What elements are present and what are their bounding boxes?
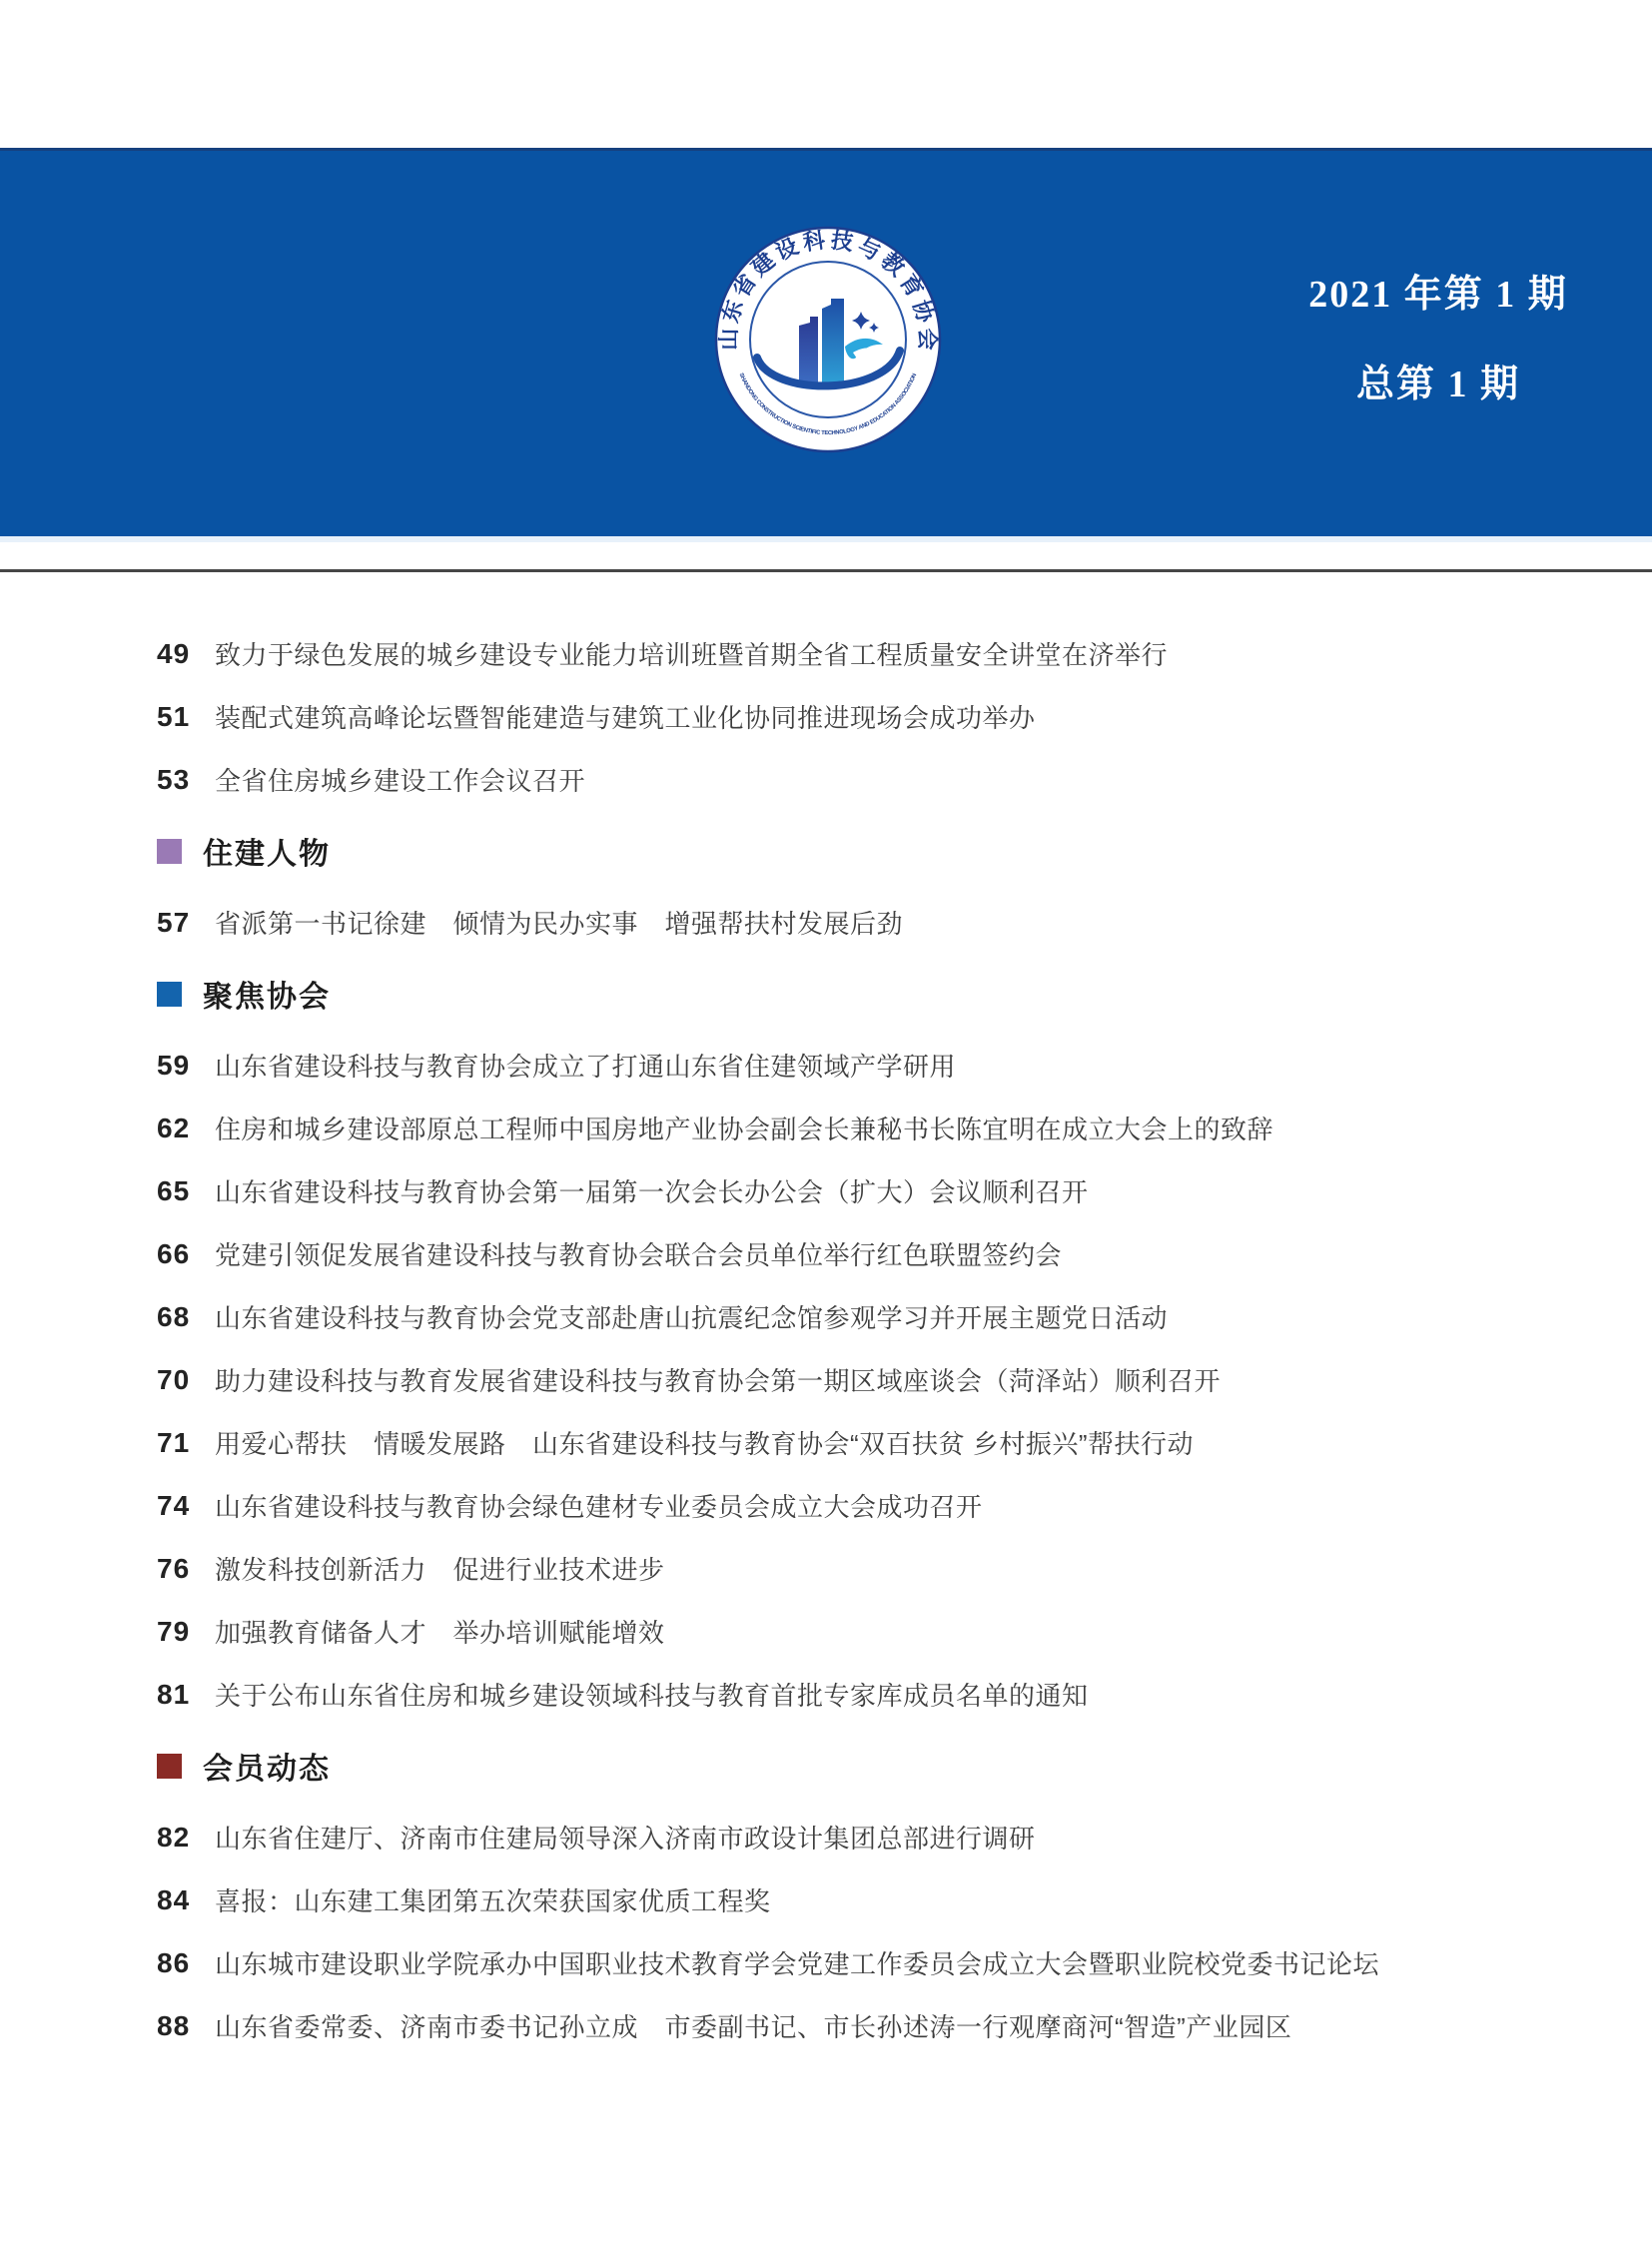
toc-entry	[157, 1285, 1555, 1348]
toc-entry	[157, 748, 1555, 811]
section-marker-square	[157, 1754, 182, 1779]
band-understrip	[0, 536, 1652, 542]
toc-entry-title: 山东省委常委、济南市委书记孙立成 市委副书记、市长孙述涛一行观摩商河“智造”产业园区	[215, 2012, 1292, 2042]
toc-entry	[157, 1034, 1555, 1097]
section-marker-square	[157, 982, 182, 1007]
toc-entry	[157, 1600, 1555, 1663]
toc-entry	[157, 1348, 1555, 1411]
toc-entry-title: 关于公布山东省住房和城乡建设领域科技与教育首批专家库成员名单的通知	[215, 1681, 1089, 1711]
section-header	[157, 821, 1555, 881]
toc-entry-page-number: 74	[157, 1489, 191, 1521]
toc-entry	[157, 622, 1555, 685]
toc-entry-title: 助力建设科技与教育发展省建设科技与教育协会第一期区域座谈会（菏泽站）顺利召开	[215, 1366, 1222, 1396]
section-marker-square	[157, 839, 182, 864]
toc-entry	[157, 685, 1555, 748]
association-logo	[713, 225, 943, 454]
toc-entry-title: 山东省住建厅、济南市住建局领导深入济南市政设计集团总部进行调研	[215, 1824, 1036, 1854]
toc-entry	[157, 1097, 1555, 1159]
toc-entry-title: 致力于绿色发展的城乡建设专业能力培训班暨首期全省工程质量安全讲堂在济举行	[215, 640, 1169, 670]
toc-entry	[157, 1806, 1555, 1868]
toc-entry	[157, 1411, 1555, 1474]
toc-entry-title: 加强教育储备人才 举办培训赋能增效	[215, 1618, 665, 1648]
toc-entry-page-number: 70	[157, 1363, 191, 1395]
issue-number: 2021 年第 1 期	[1308, 274, 1568, 316]
toc-entry-page-number: 68	[157, 1300, 191, 1332]
section-title: 会员动态	[203, 1753, 331, 1786]
toc-entry-title: 住房和城乡建设部原总工程师中国房地产业协会副会长兼秘书长陈宜明在成立大会上的致辞	[215, 1115, 1274, 1144]
toc-entry	[157, 891, 1555, 954]
logo-building-left	[799, 317, 818, 384]
toc-entry	[157, 1474, 1555, 1537]
toc-entry-title: 山东省建设科技与教育协会绿色建材专业委员会成立大会成功召开	[215, 1492, 983, 1522]
logo-arc-text-en: SHANDONG CONSTRUCTION SCIENTIFIC TECHNOLOGY AND EDUCATION ASSOCIATION	[737, 372, 919, 437]
toc-entry-title: 用爱心帮扶 情暖发展路 山东省建设科技与教育协会“双百扶贫 乡村振兴”帮扶行动	[215, 1429, 1195, 1459]
toc-entry-title: 山东城市建设职业学院承办中国职业技术教育学会党建工作委员会成立大会暨职业院校党委书记论坛	[215, 1949, 1380, 1979]
toc-entry	[157, 1994, 1555, 2057]
toc-entry-title: 山东省建设科技与教育协会第一届第一次会长办公会（扩大）会议顺利召开	[215, 1177, 1089, 1207]
toc-entry	[157, 1159, 1555, 1222]
toc-entry-page-number: 62	[157, 1112, 191, 1143]
toc-entry	[157, 1222, 1555, 1285]
toc-entry	[157, 1663, 1555, 1726]
toc-entry-page-number: 79	[157, 1615, 191, 1647]
toc-entry	[157, 1537, 1555, 1600]
toc-entry-title: 山东省建设科技与教育协会党支部赴唐山抗震纪念馆参观学习并开展主题党日活动	[215, 1303, 1169, 1333]
toc-entry-title: 党建引领促发展省建设科技与教育协会联合会员单位举行红色联盟签约会	[215, 1240, 1063, 1270]
section-header	[157, 1736, 1555, 1796]
toc	[157, 572, 1555, 2057]
toc-entry-page-number: 86	[157, 1946, 191, 1978]
toc-entry-page-number: 71	[157, 1426, 191, 1458]
toc-entry-page-number: 59	[157, 1049, 191, 1081]
section-title: 住建人物	[203, 838, 331, 871]
issue-total: 总第 1 期	[1355, 364, 1520, 405]
toc-entry-title: 激发科技创新活力 促进行业技术进步	[215, 1555, 665, 1585]
association-logo-icon	[713, 225, 943, 454]
toc-entry-title: 山东省建设科技与教育协会成立了打通山东省住建领域产学研用	[215, 1052, 957, 1082]
masthead-band	[0, 148, 1652, 536]
logo-arc-text-cn: 山东省建设科技与教育协会	[715, 227, 941, 351]
toc-entry	[157, 1868, 1555, 1931]
section-title: 聚焦协会	[203, 981, 331, 1014]
toc-entry	[157, 1931, 1555, 1994]
toc-entry-page-number: 51	[157, 700, 191, 732]
toc-entry-title: 喜报：山东建工集团第五次荣获国家优质工程奖	[215, 1886, 771, 1916]
toc-entry-page-number: 65	[157, 1174, 191, 1206]
toc-entry-title: 全省住房城乡建设工作会议召开	[215, 766, 586, 796]
toc-entry-page-number: 84	[157, 1883, 191, 1915]
toc-entry-page-number: 53	[157, 763, 191, 795]
toc-entry-title: 省派第一书记徐建 倾情为民办实事 增强帮扶村发展后劲	[215, 909, 904, 939]
toc-entry-page-number: 82	[157, 1821, 191, 1853]
toc-entry-title: 装配式建筑高峰论坛暨智能建造与建筑工业化协同推进现场会成功举办	[215, 703, 1036, 733]
toc-entry-page-number: 66	[157, 1237, 191, 1269]
toc-entry-page-number: 57	[157, 906, 191, 938]
issue-block	[1288, 273, 1588, 406]
toc-entry-page-number: 88	[157, 2009, 191, 2041]
toc-entry-page-number: 81	[157, 1678, 191, 1710]
section-header	[157, 964, 1555, 1024]
toc-entry-page-number: 76	[157, 1552, 191, 1584]
toc-entry-page-number: 49	[157, 637, 191, 669]
logo-building-right	[822, 299, 844, 384]
